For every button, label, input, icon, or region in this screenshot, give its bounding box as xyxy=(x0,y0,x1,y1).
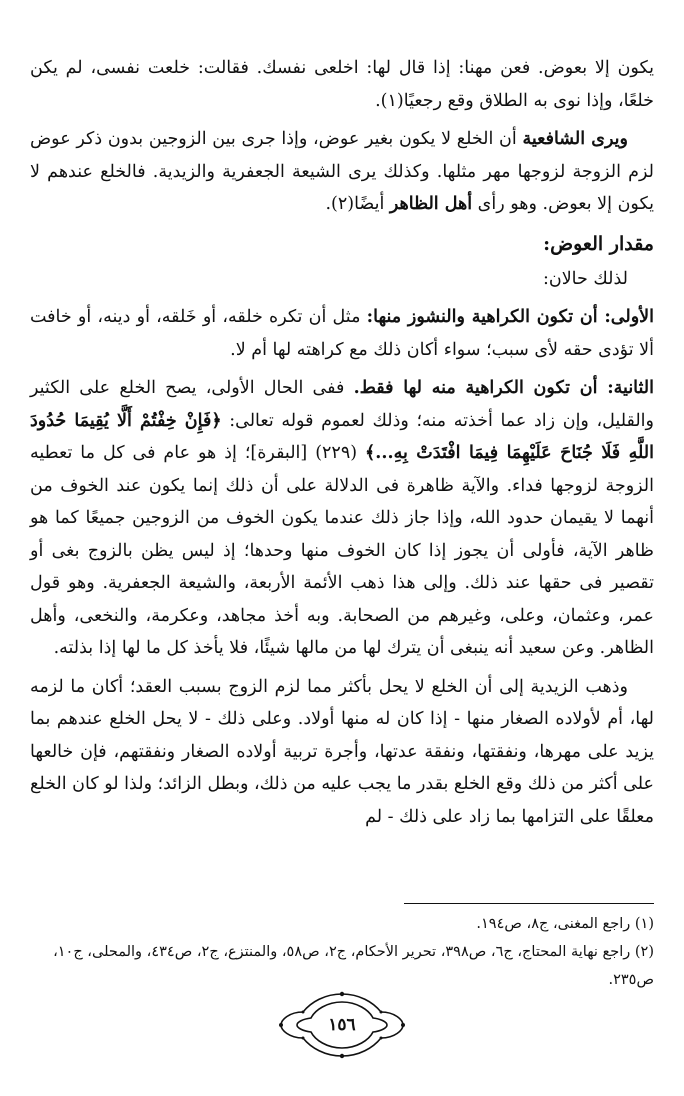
paragraph-2-lead: ويرى الشافعية xyxy=(522,129,628,149)
section-heading: مقدار العوض: xyxy=(543,232,654,255)
paragraph-4-lead: الأولى: أن تكون الكراهية والنشوز منها: xyxy=(366,307,654,327)
footnotes xyxy=(30,903,654,994)
paragraph-5-text: ففى الحال الأولى، يصح الخلع على الكثير والقليل، وإن زاد عما أخذته منه؛ وذلك لعموم قوله تعالى: xyxy=(30,378,654,431)
footnote-divider xyxy=(404,903,654,904)
paragraph-5-lead: الثانية: أن تكون الكراهية منه لها فقط. xyxy=(353,378,654,398)
footnote-1: (١) راجع المغنى، ج٨، ص١٩٤. xyxy=(476,916,654,932)
paragraph-3: لذلك حالان: xyxy=(542,268,628,289)
quran-verse: ﴿فَإِنْ خِفْتُمْ أَلَّا يُقِيمَا حُدُودَ اللَّهِ فَلَا جُنَاحَ عَلَيْهِمَا فِيمَا افْتَدَتْ بِهِ...﴾ xyxy=(30,410,654,463)
paragraph-4 xyxy=(30,301,654,366)
paragraph-5 xyxy=(30,372,654,665)
paragraph-4-text: مثل أن تكره خلقه، أو خَلقه، أو دينه، أو خافت ألا تؤدى حقه لأى سبب؛ سواء أكان ذلك مع كراهته لها أم لا. xyxy=(30,307,654,360)
footnote-2: (٢) راجع نهاية المحتاج، ج٦، ص٣٩٨، تحرير الأحكام، ج٢، ص٥٨، والمنتزع، ج٢، ص٤٣٤، والمحلى، ج١٠، ص٢٣٥. xyxy=(53,944,654,988)
paragraph-6: وذهب الزيدية إلى أن الخلع لا يحل بأكثر مما لزم الزوج بسبب العقد؛ أكان ما لزمه لها، أم لأولاده الصغار منها - إذا كان له منها أولاد. وعلى ذلك - لا يحل الخلع عندهم بما يزيد على مهرها، ونفقتها، ونفقة عدتها، وأجرة تربية أولاده الصغار ونفقتهم، فإن خالعها على أكثر من ذلك وقع الخلع بقدر ما يجب عليه من ذلك، وبطل الزائد؛ ولذا لو كان الخلع معلقًا على التزامها بما زاد على ذلك - لم xyxy=(30,676,654,827)
paragraph-2-bold: أهل الظاهر xyxy=(389,194,473,214)
paragraph-5-rest: (٢٢٩) [البقرة]؛ إذ هو عام فى كل ما تعطيه الزوجة لزوجها فداء. والآية ظاهرة فى الدلالة على أن ذلك إنما يكون عند الخوف من أنهما لا يقيمان حدود الله، وإذا جاز ذلك عندما يكون الخوف من الزوجين جميعًا كما هو ظاهر الآية، فأولى أن يجوز إذا كان الخوف منها وحدها؛ إذ ليس يظن بالزوج بغى أو تقصير فى حقها عند ذلك. وإلى هذا ذهب الأئمة الأربعة، والشيعة الجعفرية. وهو قول عمر، وعثمان، وعلى، وغيرهم من الصحابة. وبه أخذ مجاهد، وعكرمة، والنخعى، وأهل الظاهر. وعن سعيد أنه ينبغى أن يترك لها من مالها شيئًا، فلا يأخذ كل ما لها إذا بذلته. xyxy=(30,443,654,658)
paragraph-2-end: أيضًا(٢). xyxy=(325,194,390,214)
paragraph-2-text: أن الخلع لا يكون بغير عوض، وإذا جرى بين الزوجين بدون ذكر عوض لزم الزوجة لزوجها مهر مثلها. وكذلك يرى الشيعة الجعفرية والزيدية. فالخلع عندهم لا يكون إلا بعوض. وهو رأى xyxy=(30,129,654,214)
paragraph-1: يكون إلا بعوض. فعن مهنا: إذا قال لها: اخلعى نفسك. فقالت: خلعت نفسى، لم يكن خلعًا، وإذا نوى به الطلاق وقع رجعيًا(١). xyxy=(30,58,654,111)
page-number: ١٥٦ xyxy=(328,1015,356,1035)
page-number-ornament xyxy=(0,990,684,1060)
page-body xyxy=(30,52,654,839)
paragraph-2 xyxy=(30,123,654,221)
